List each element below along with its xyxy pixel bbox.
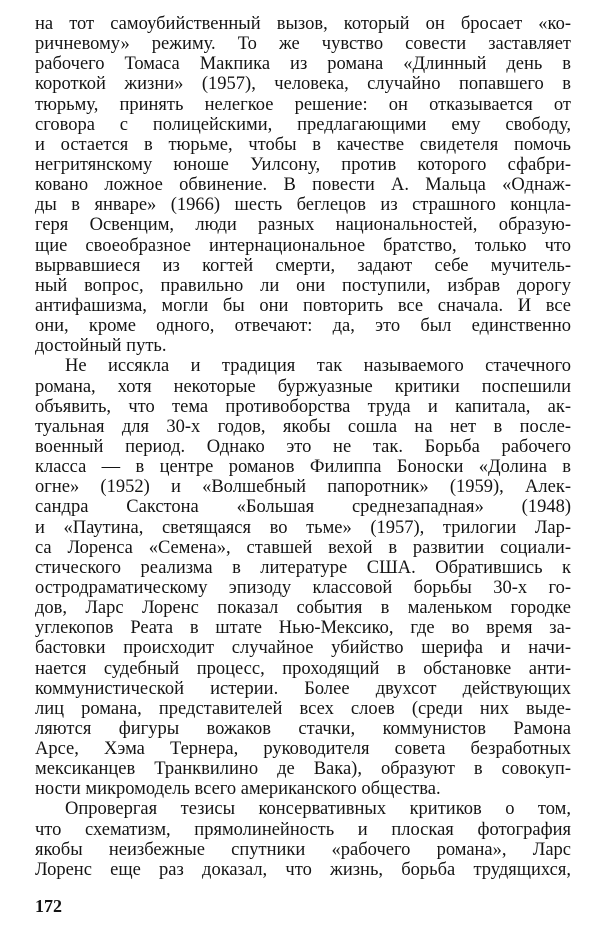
text-line: нается судебный процесс, проходящий в обстановке анти- bbox=[35, 658, 571, 679]
text-line: негритянскому юноше Уилсону, против которого сфабри- bbox=[35, 154, 571, 175]
text-line: бастовки происходит случайное убийство шерифа и начи- bbox=[35, 638, 571, 659]
text-line: рабочего Томаса Макпика из романа «Длинный день в bbox=[35, 54, 571, 75]
text-line: геря Освенцим, люди разных национальностей, образую- bbox=[35, 215, 571, 236]
text-line: сандра Сакстона «Большая среднезападная» (1948) bbox=[35, 497, 571, 518]
text-line: лиц романа, представителей всех слоев (среди них выде- bbox=[35, 698, 571, 719]
text-line: тюрьму, принять нелегкое решение: он отказывается от bbox=[35, 94, 571, 115]
text-line: ности микромодель всего американского общества. bbox=[35, 779, 441, 800]
text-line: Не иссякла и традиция так называемого стачечного bbox=[65, 356, 571, 377]
text-line: щие своеобразное интернациональное братство, только что bbox=[35, 235, 571, 256]
text-line: военный период. Однако это не так. Борьба рабочего bbox=[35, 436, 571, 457]
text-line: мексиканцев Транквилино де Вака), образуют в совокуп- bbox=[35, 759, 571, 780]
text-line: антифашизма, могли бы они повторить все сначала. И все bbox=[35, 295, 571, 316]
text-line: романа, хотя некоторые буржуазные критики поспешили bbox=[35, 376, 571, 397]
text-line: ляются фигуры вожаков стачки, коммунистов Рамона bbox=[35, 718, 571, 739]
text-line: ды в январе» (1966) шесть беглецов из страшного концла- bbox=[35, 195, 571, 216]
text-line: они, кроме одного, отвечают: да, это был единственно bbox=[35, 316, 571, 337]
paragraph bbox=[35, 799, 571, 880]
page-body-text bbox=[35, 14, 571, 880]
text-line: Лоренс еще раз доказал, что жизнь, борьба трудящихся, bbox=[35, 859, 571, 880]
page-number: 172 bbox=[35, 896, 62, 916]
paragraph bbox=[35, 356, 571, 799]
text-line: са Лоренса «Семена», ставшей вехой в развитии социали- bbox=[35, 537, 571, 558]
text-line: Арсе, Хэма Тернера, руководителя совета безработных bbox=[35, 739, 571, 760]
paragraph bbox=[35, 14, 571, 356]
text-line: огне» (1952) и «Волшебный папоротник» (1959), Алек- bbox=[35, 477, 571, 498]
text-line: ковано ложное обвинение. В повести А. Мальца «Однаж- bbox=[35, 175, 571, 196]
text-line: дов, Ларс Лоренс показал события в маленьком городке bbox=[35, 598, 571, 619]
text-line: якобы неизбежные спутники «рабочего романа», Ларс bbox=[35, 839, 571, 860]
text-line: сговора с полицейскими, предлагающими ему свободу, bbox=[35, 114, 571, 135]
text-line: достойный путь. bbox=[35, 336, 167, 357]
text-line: углекопов Реата в штате Нью-Мексико, где во время за- bbox=[35, 618, 571, 639]
text-line: на тот самоубийственный вызов, который он бросает «ко- bbox=[35, 14, 571, 34]
text-line: и остается в тюрьме, чтобы в качестве свидетеля помочь bbox=[35, 134, 571, 155]
text-line: объявить, что тема противоборства труда и капитала, ак- bbox=[35, 396, 571, 417]
text-line: класса — в центре романов Филиппа Боноски «Долина в bbox=[35, 457, 571, 478]
text-line: вырвавшиеся из когтей смерти, задают себе мучитель- bbox=[35, 255, 571, 276]
text-line: стического реализма в литературе США. Обратившись к bbox=[35, 557, 571, 578]
text-line: коммунистической истерии. Более двухсот действующих bbox=[35, 678, 571, 699]
text-line: ный вопрос, правильно ли они поступили, избрав дорогу bbox=[35, 275, 571, 296]
text-line: остродраматическому эпизоду классовой борьбы 30-х го- bbox=[35, 577, 571, 598]
text-line: ричневому» режиму. То же чувство совести заставляет bbox=[35, 34, 571, 55]
text-line: туальная для 30-х годов, якобы сошла на нет в после- bbox=[35, 416, 571, 437]
text-line: Опровергая тезисы консервативных критиков о том, bbox=[65, 799, 571, 820]
text-line: короткой жизни» (1957), человека, случайно попавшего в bbox=[35, 74, 571, 95]
text-line: что схематизм, прямолинейность и плоская фотография bbox=[35, 819, 571, 840]
text-line: и «Паутина, светящаяся во тьме» (1957), трилогии Лар- bbox=[35, 517, 571, 538]
